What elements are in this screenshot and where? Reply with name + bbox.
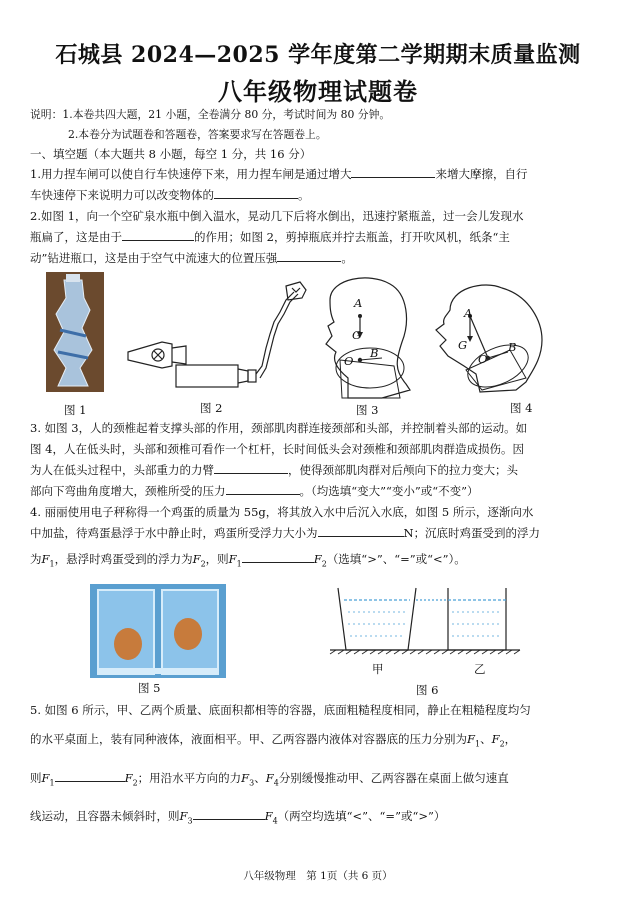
question-3-line-1: 3. 如图 3，人的颈椎起着支撑头部的作用，颈部肌肉群连接颈部和头部，并控制着头部的运动。如 — [30, 421, 528, 435]
figure-2-caption: 图 2 — [200, 401, 223, 415]
label-o: O — [478, 352, 488, 366]
label-g: G — [352, 328, 362, 342]
question-3-line-2: 图 4，人在低头时，头部和颈椎可看作一个杠杆，长时间低头会对颈椎和颈部肌肉群造成损伤。因 — [30, 442, 524, 456]
question-4-line-3 — [30, 549, 615, 574]
question-1-line-1 — [30, 164, 615, 185]
answer-blank — [351, 165, 435, 178]
answer-blank — [318, 524, 404, 537]
q2-text-c: 的作用；如图 2，剪掉瓶底并拧去瓶盖，打开吹风机，纸条“主 — [194, 230, 510, 244]
label-a: A — [354, 296, 363, 310]
force-subscript: 2 — [200, 559, 206, 569]
answer-blank — [214, 186, 298, 199]
q5-text-b: 的水平桌面上，装有同种液体，液面相平。甲、乙两容器内液体对容器底的压力分别为 — [30, 732, 467, 746]
q5-text-d: ， — [504, 732, 517, 746]
force-symbol: F — [228, 552, 237, 566]
question-5-line-1: 5. 如图 6 所示，甲、乙两个质量、底面积都相等的容器，底面粗糙程度相同，静止在粗糙程度均匀 — [30, 703, 531, 717]
hair-dryer-bottle-diagram — [128, 282, 306, 387]
container-jia-label: 甲 — [372, 662, 384, 676]
question-5-line-4 — [30, 806, 615, 831]
answer-blank — [242, 550, 314, 563]
head-neck-diagram-tilted — [436, 285, 542, 395]
question-5-line-2 — [30, 729, 615, 754]
q5-text-f: ；用沿水平方向的力 — [137, 771, 242, 785]
label-o: O — [344, 354, 354, 368]
q4-text-f: ，则 — [205, 552, 229, 566]
q4-text-g: （选填“>”、“=”或“<”）。 — [326, 552, 466, 566]
force-symbol: F — [41, 552, 50, 566]
force-symbol: F — [241, 771, 250, 785]
q3-text-e: 部向下弯曲角度增大，颈椎所受的压力 — [30, 484, 226, 498]
q4-text-e: ，悬浮时鸡蛋受到的浮力为 — [54, 552, 193, 566]
figure-6-caption: 图 6 — [416, 683, 439, 697]
force-symbol: F — [179, 809, 188, 823]
label-b: B — [508, 340, 517, 354]
question-2-line-3 — [30, 248, 615, 269]
force-subscript: 1 — [49, 778, 55, 788]
q2-text-d: 动”钻进瓶口，这是由于空气中流速大的位置压强 — [30, 251, 278, 265]
egg-beakers-photo — [90, 584, 226, 678]
q1-text-b: 来增大摩擦，自行 — [435, 167, 528, 181]
figure-row-2 — [90, 578, 540, 680]
force-symbol: F — [264, 809, 273, 823]
answer-blank — [193, 807, 265, 820]
question-3-line-4 — [30, 481, 615, 502]
answer-blank — [214, 461, 288, 474]
force-subscript: 1 — [236, 559, 242, 569]
exam-title: 石城县 2024—2025 学年度第二学期期末质量监测 — [55, 42, 581, 68]
q5-text-h: 分别缓慢推动甲、乙两容器在桌面上做匀速直 — [278, 771, 509, 785]
question-1-line-2 — [30, 185, 615, 206]
answer-blank — [122, 228, 194, 241]
question-3-line-3 — [30, 460, 615, 481]
q3-text-d: ，使得颈部肌肉群对后颅向下的拉力变大；头 — [288, 463, 518, 477]
force-subscript: 4 — [273, 778, 279, 788]
force-symbol: F — [192, 552, 201, 566]
figure-5-caption: 图 5 — [138, 681, 161, 695]
force-subscript: 3 — [187, 816, 193, 826]
force-subscript: 2 — [499, 739, 505, 749]
q4-text-c: N；沉底时鸡蛋受到的浮力 — [403, 526, 541, 540]
answer-blank — [277, 249, 341, 262]
force-subscript: 2 — [321, 559, 327, 569]
q5-text-e: 则 — [30, 771, 42, 785]
q5-text-c: 、 — [480, 732, 492, 746]
q1-text-d: 。 — [298, 188, 310, 202]
q5-text-g: 、 — [254, 771, 266, 785]
question-4-line-2 — [30, 523, 615, 544]
note-line-1: 说明：1.本卷共四大题，21 小题，全卷满分 80 分，考试时间为 80 分钟。 — [30, 108, 391, 121]
crushed-bottle-photo — [46, 272, 104, 392]
section-heading: 一、填空题（本大题共 8 小题，每空 1 分，共 16 分） — [30, 147, 312, 161]
page-footer: 八年级物理 第 1页（共 6 页） — [243, 870, 393, 882]
figure-row-1 — [30, 270, 610, 420]
force-symbol: F — [124, 771, 133, 785]
two-containers-diagram — [330, 588, 520, 654]
q4-text-b: 中加盐，待鸡蛋悬浮于水中静止时，鸡蛋所受浮力大小为 — [30, 526, 318, 540]
note-line-2: 2.本卷分为试题卷和答题卷，答案要求写在答题卷上。 — [68, 128, 327, 141]
force-symbol: F — [313, 552, 322, 566]
force-symbol: F — [467, 732, 475, 746]
force-subscript: 2 — [132, 778, 138, 788]
answer-blank — [55, 769, 125, 782]
answer-blank — [226, 482, 300, 495]
force-subscript: 3 — [249, 778, 255, 788]
q1-text-a: 1.用力捏车闸可以使自行车快速停下来，用力捏车闸是通过增大 — [30, 167, 352, 181]
label-g: G — [458, 338, 468, 352]
q3-text-f: 。（均选填“变大”“变小”或“不变”） — [299, 484, 479, 498]
head-neck-diagram-upright — [326, 278, 410, 398]
figure-1-caption: 图 1 — [64, 403, 87, 417]
force-symbol: F — [265, 771, 274, 785]
q5-text-j: （两空均选填“<”、“=”或“>”） — [277, 809, 446, 823]
q2-text-b: 瓶扁了，这是由于 — [30, 230, 122, 244]
q1-text-c: 车快速停下来说明力可以改变物体的 — [30, 188, 214, 202]
figure-3-caption: 图 3 — [356, 403, 379, 417]
question-4-line-1: 4. 丽丽使用电子秤称得一个鸡蛋的质量为 55g，将其放入水中后沉入水底，如图 5 所示，逐渐向水 — [30, 505, 534, 519]
figure-4-caption: 图 4 — [510, 401, 533, 415]
container-yi-label: 乙 — [474, 662, 486, 676]
question-2-line-2 — [30, 227, 615, 248]
force-subscript: 1 — [474, 739, 481, 749]
q3-text-c: 为人在低头过程中，头部重力的力臂 — [30, 463, 214, 477]
q5-text-i: 线运动，且容器未倾斜时，则 — [30, 809, 180, 823]
question-5-line-3 — [30, 768, 615, 793]
label-b: B — [370, 346, 379, 360]
force-subscript: 1 — [49, 559, 55, 569]
force-symbol: F — [491, 732, 500, 746]
exam-subtitle: 八年级物理试题卷 — [218, 77, 418, 106]
question-2-line-1: 2.如图 1，向一个空矿泉水瓶中倒入温水，晃动几下后将水倒出，迅速拧紧瓶盖，过一会儿发现水 — [30, 209, 524, 223]
force-subscript: 4 — [272, 816, 278, 826]
force-symbol: F — [41, 771, 50, 785]
label-a: A — [464, 306, 473, 320]
q4-text-d: 为 — [30, 552, 42, 566]
q2-text-e: 。 — [341, 251, 353, 265]
